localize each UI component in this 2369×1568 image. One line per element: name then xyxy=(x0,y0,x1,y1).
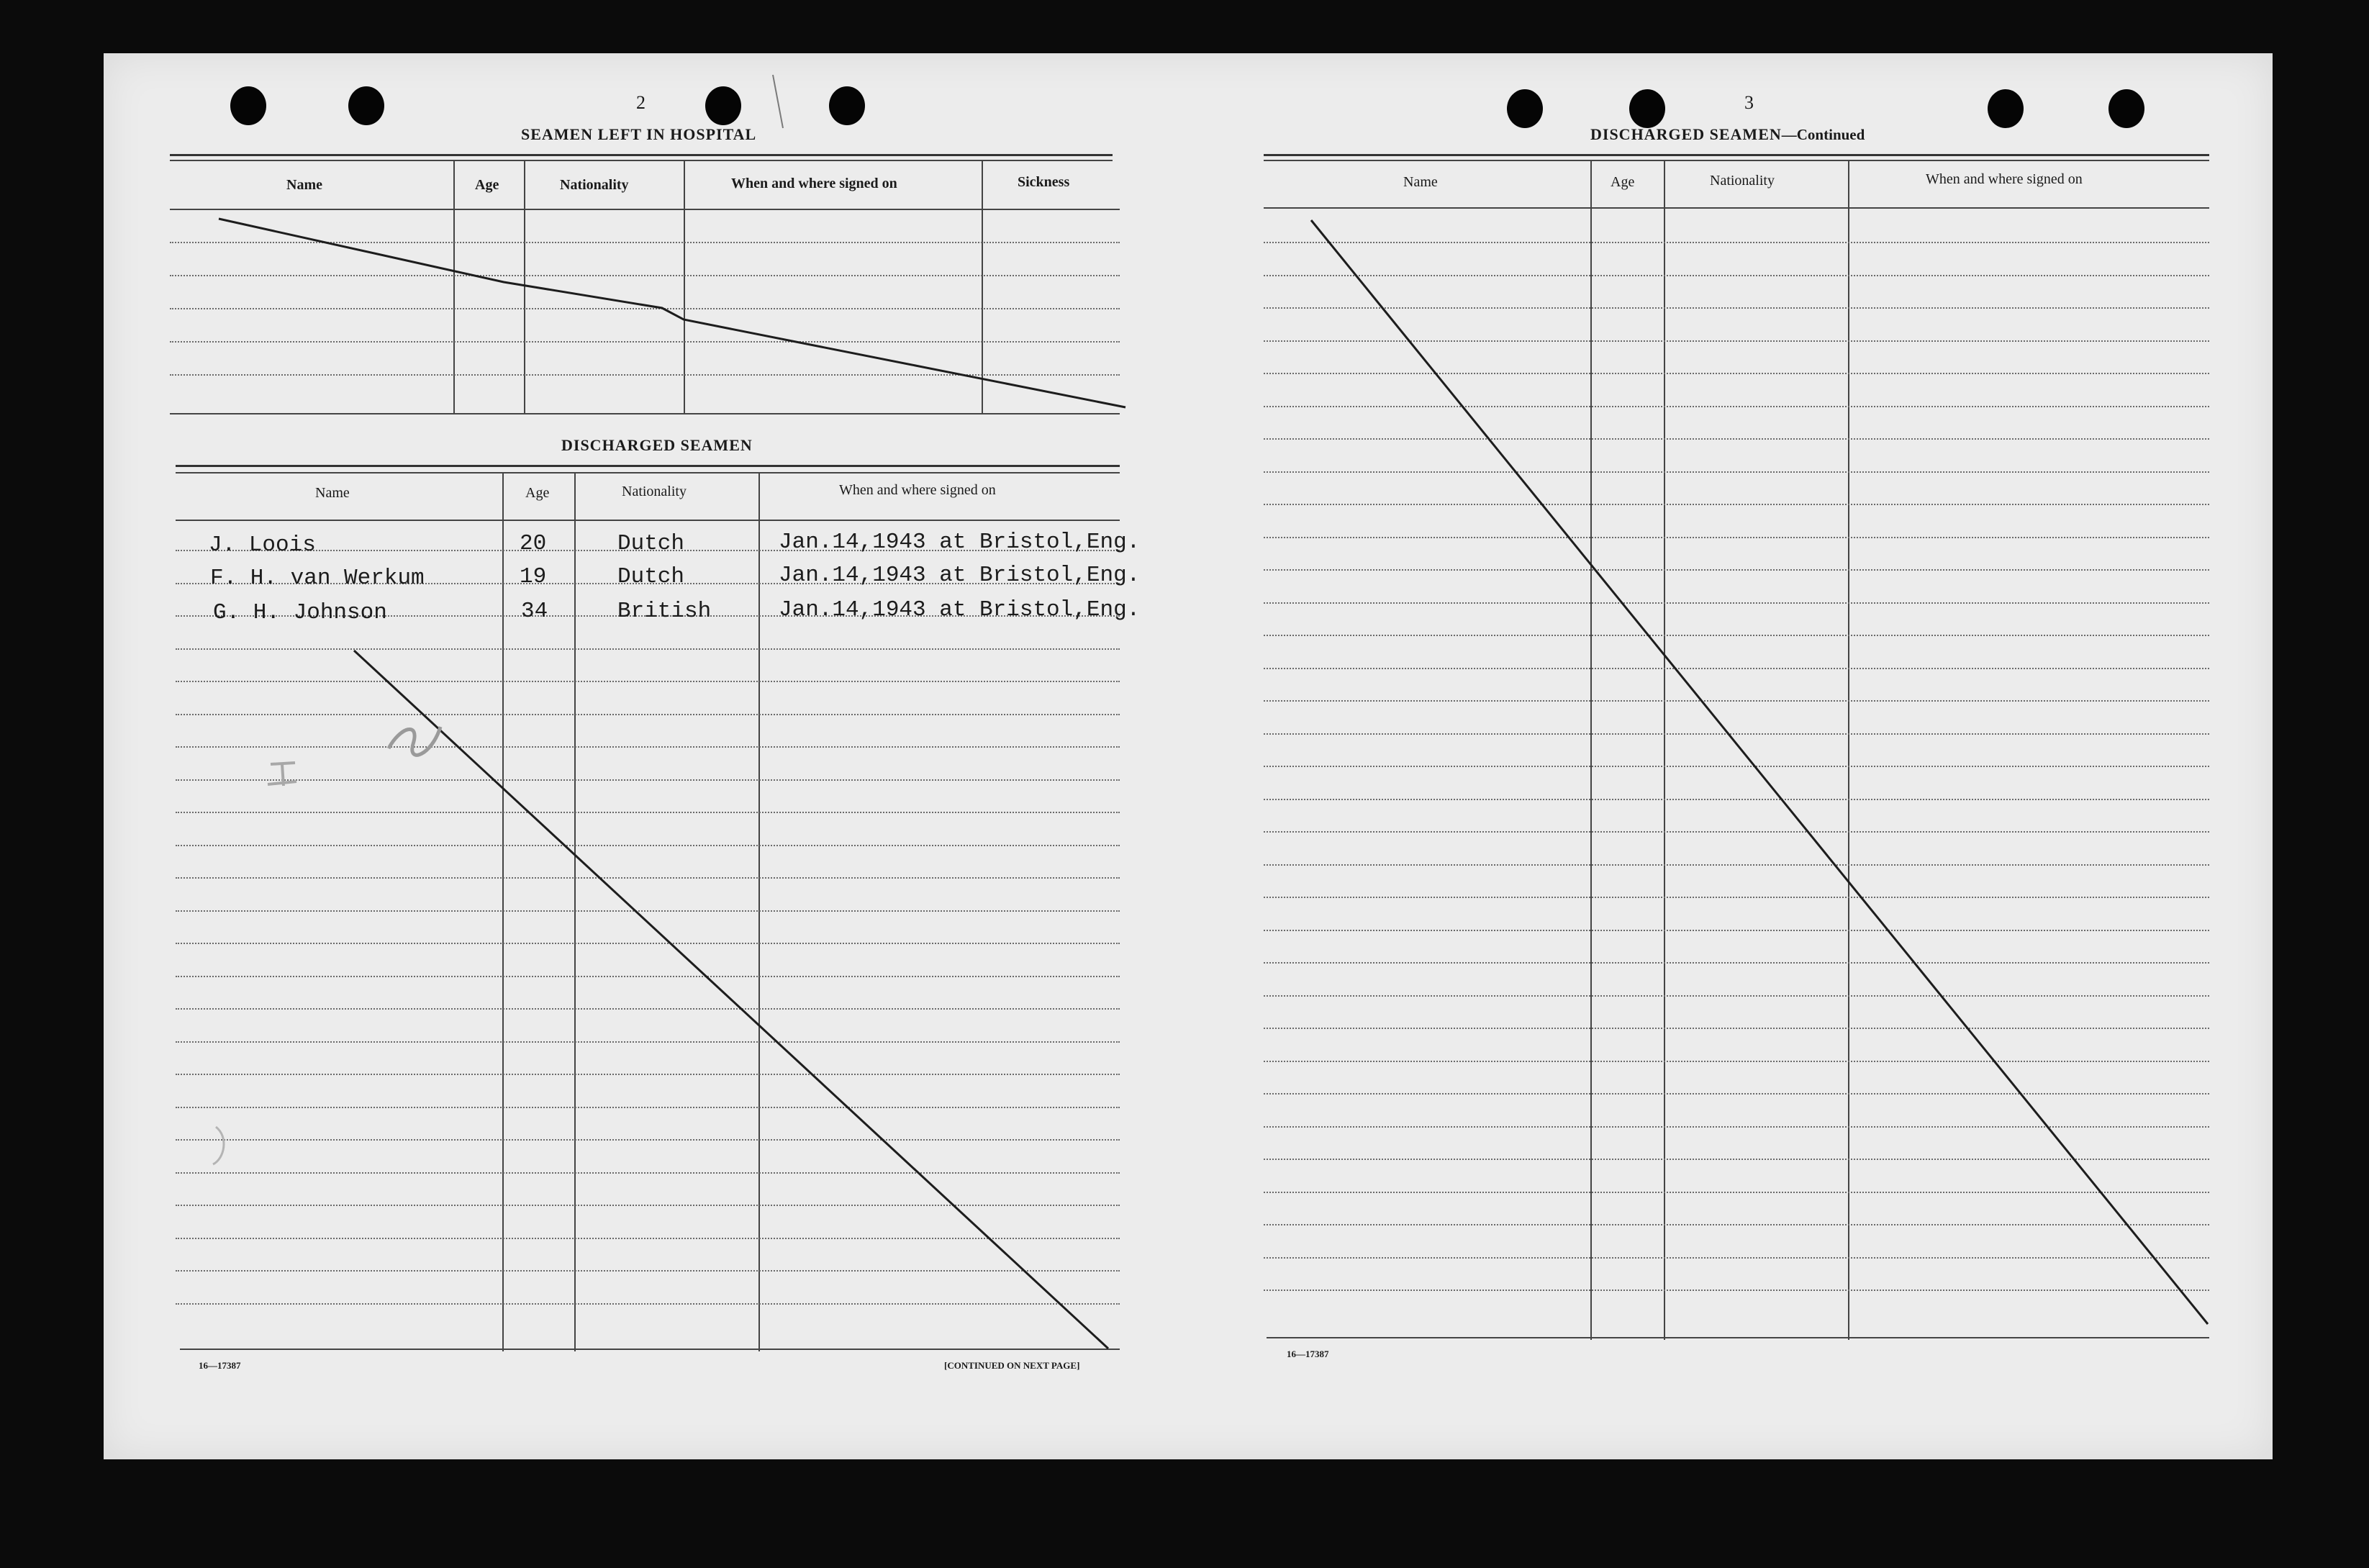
entry-line xyxy=(170,242,1120,243)
entry-line xyxy=(1264,504,2209,505)
column-header-sickness: Sickness xyxy=(1018,174,1070,190)
entry-line xyxy=(170,308,1120,309)
entry-line xyxy=(1264,1061,2209,1062)
table-cell-nationality: Dutch xyxy=(617,531,685,556)
table-top-rule xyxy=(1264,160,2209,161)
column-header-signed-on: When and where signed on xyxy=(731,176,897,191)
column-divider xyxy=(758,472,760,1351)
entry-line xyxy=(176,1107,1120,1108)
table-cell-nationality: British xyxy=(617,599,712,624)
entry-line xyxy=(1264,537,2209,538)
entry-line xyxy=(1264,1290,2209,1291)
entry-line xyxy=(1264,995,2209,997)
header-rule xyxy=(170,209,1120,210)
punch-hole xyxy=(230,86,266,125)
entry-line xyxy=(176,1074,1120,1075)
entry-line xyxy=(176,976,1120,977)
entry-line xyxy=(1264,897,2209,898)
entry-line xyxy=(176,1205,1120,1206)
column-header-name: Name xyxy=(286,177,322,193)
entry-line xyxy=(176,812,1120,813)
entry-line xyxy=(1264,1028,2209,1029)
entry-line xyxy=(170,341,1120,343)
entry-line xyxy=(1264,569,2209,571)
section-title-text: DISCHARGED SEAMEN xyxy=(1590,125,1782,143)
entry-line xyxy=(1264,373,2209,374)
entry-line xyxy=(1264,962,2209,964)
entry-line xyxy=(1264,1224,2209,1225)
entry-line xyxy=(1264,1126,2209,1128)
header-rule xyxy=(1264,207,2209,209)
column-header-nationality: Nationality xyxy=(1710,173,1775,189)
entry-line xyxy=(1264,864,2209,866)
table-cell-nationality: Dutch xyxy=(617,564,685,589)
entry-line xyxy=(1264,1093,2209,1095)
header-rule xyxy=(176,520,1120,521)
continued-note: [CONTINUED ON NEXT PAGE] xyxy=(944,1360,1080,1371)
entry-line xyxy=(176,681,1120,682)
table-cell-age: 20 xyxy=(520,531,547,556)
section-title-suffix: —Continued xyxy=(1781,126,1865,143)
entry-line xyxy=(176,746,1120,748)
page-number: 2 xyxy=(636,92,646,113)
table-top-rule xyxy=(170,154,1113,156)
table-cell-signed-on: Jan.14,1943 at Bristol,Eng. xyxy=(779,597,1141,622)
entry-line xyxy=(1264,438,2209,440)
form-number: 16—17387 xyxy=(1287,1349,1329,1359)
entry-line xyxy=(1264,668,2209,669)
table-top-rule xyxy=(176,472,1120,473)
table-cell-signed-on: Jan.14,1943 at Bristol,Eng. xyxy=(779,530,1141,555)
entry-line xyxy=(176,910,1120,912)
entry-line xyxy=(1264,275,2209,276)
punch-hole xyxy=(829,86,865,125)
column-divider xyxy=(1590,160,1592,1340)
column-header-nationality: Nationality xyxy=(560,177,629,193)
table-cell-name: J. Loois xyxy=(209,533,316,558)
table-cell-age: 34 xyxy=(521,599,548,624)
column-divider xyxy=(1848,160,1849,1340)
punch-hole xyxy=(705,86,741,125)
column-divider xyxy=(574,472,576,1351)
column-header-name: Name xyxy=(315,485,350,501)
entry-line xyxy=(1264,799,2209,800)
entry-line xyxy=(176,845,1120,846)
entry-line xyxy=(170,374,1120,376)
entry-line xyxy=(176,1139,1120,1141)
table-top-rule xyxy=(170,160,1113,161)
page-number: 3 xyxy=(1744,92,1754,113)
entry-line xyxy=(1264,635,2209,636)
table-bottom-rule xyxy=(1267,1337,2209,1338)
column-header-nationality: Nationality xyxy=(622,484,687,499)
column-header-signed-on: When and where signed on xyxy=(1926,171,2083,187)
table-cell-age: 19 xyxy=(520,564,547,589)
column-header-age: Age xyxy=(475,177,499,193)
table-bottom-rule xyxy=(170,413,1120,414)
column-divider xyxy=(453,160,455,414)
column-divider xyxy=(524,160,525,414)
entry-line xyxy=(1264,766,2209,767)
entry-line xyxy=(1264,1257,2209,1259)
entry-line xyxy=(1264,406,2209,407)
entry-line xyxy=(176,1270,1120,1272)
entry-line xyxy=(176,1238,1120,1239)
entry-line xyxy=(176,714,1120,715)
punch-hole xyxy=(1507,89,1543,128)
entry-line xyxy=(176,1041,1120,1043)
column-divider xyxy=(1664,160,1665,1340)
entry-line xyxy=(1264,733,2209,735)
punch-hole xyxy=(2108,89,2144,128)
table-cell-signed-on: Jan.14,1943 at Bristol,Eng. xyxy=(779,563,1141,588)
table-top-rule xyxy=(176,465,1120,467)
table-cell-name: F. H. van Werkum xyxy=(210,566,425,591)
entry-line xyxy=(1264,831,2209,833)
entry-line xyxy=(176,1172,1120,1174)
document-paper xyxy=(104,53,2273,1459)
column-divider xyxy=(502,472,504,1351)
table-cell-name: G. H. Johnson xyxy=(213,600,387,625)
punch-hole xyxy=(1988,89,2024,128)
column-divider xyxy=(684,160,685,414)
column-header-name: Name xyxy=(1403,174,1438,190)
entry-line xyxy=(1264,602,2209,604)
entry-line xyxy=(176,943,1120,944)
column-header-signed-on: When and where signed on xyxy=(839,482,996,498)
column-divider xyxy=(982,160,983,414)
table-bottom-rule xyxy=(180,1349,1120,1350)
entry-line xyxy=(1264,307,2209,309)
entry-line xyxy=(176,1008,1120,1010)
column-header-age: Age xyxy=(1611,174,1635,190)
entry-line xyxy=(176,648,1120,650)
entry-line xyxy=(176,1303,1120,1305)
entry-line xyxy=(176,779,1120,781)
entry-line xyxy=(1264,700,2209,702)
discharged-section-title: DISCHARGED SEAMEN xyxy=(561,436,753,454)
hospital-section-title: SEAMEN LEFT IN HOSPITAL xyxy=(521,125,757,143)
entry-line xyxy=(1264,930,2209,931)
punch-hole xyxy=(348,86,384,125)
entry-line xyxy=(176,877,1120,879)
entry-line xyxy=(1264,340,2209,342)
entry-line xyxy=(1264,1192,2209,1193)
entry-line xyxy=(1264,471,2209,473)
entry-line xyxy=(1264,1159,2209,1160)
punch-hole xyxy=(1629,89,1665,128)
entry-line xyxy=(170,275,1120,276)
entry-line xyxy=(1264,242,2209,243)
section-title xyxy=(1590,125,1865,144)
table-top-rule xyxy=(1264,154,2209,156)
column-header-age: Age xyxy=(525,485,550,501)
form-number: 16—17387 xyxy=(199,1360,241,1371)
